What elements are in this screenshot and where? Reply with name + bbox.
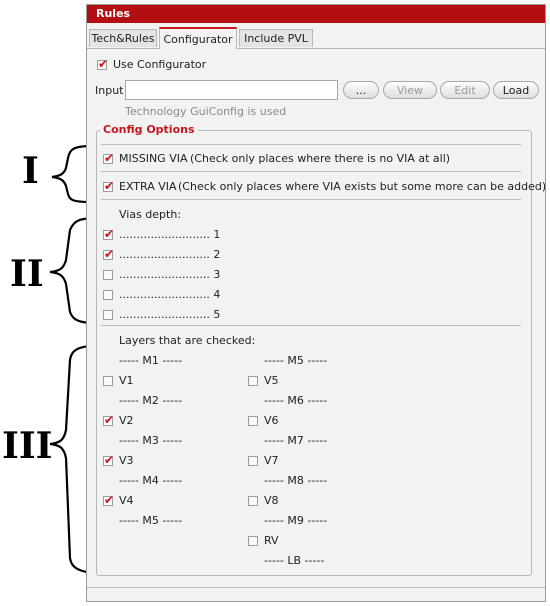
layer-header-m4: ----- M4 ----- — [119, 474, 183, 487]
layer-v8-checkbox[interactable] — [248, 496, 258, 506]
rules-window — [86, 4, 546, 602]
layer-header-m3: ----- M3 ----- — [119, 434, 183, 447]
layer-v1-label: V1 — [119, 374, 134, 387]
use-configurator-label: Use Configurator — [113, 58, 207, 71]
config-options-group — [96, 130, 532, 576]
layer-header-m1: ----- M1 ----- — [119, 354, 183, 367]
layer-v5-checkbox[interactable] — [248, 376, 258, 386]
layer-header-m5-left: ----- M5 ----- — [119, 514, 183, 527]
annotation-numeral-i: I — [22, 150, 39, 192]
vias-depth-3-label: .......................... 3 — [119, 268, 221, 281]
vias-depth-5-label: .......................... 5 — [119, 308, 221, 321]
layer-header-m2: ----- M2 ----- — [119, 394, 183, 407]
layer-v5-label: V5 — [264, 374, 279, 387]
layer-v4-checkbox[interactable] — [103, 496, 113, 506]
vias-depth-3-checkbox[interactable] — [103, 270, 113, 280]
layer-header-m5: ----- M5 ----- — [264, 354, 328, 367]
layer-header-m9: ----- M9 ----- — [264, 514, 328, 527]
vias-depth-2-label: .......................... 2 — [119, 248, 221, 261]
layer-header-m7: ----- M7 ----- — [264, 434, 328, 447]
layer-v6-label: V6 — [264, 414, 279, 427]
tab-configurator[interactable]: Configurator — [159, 27, 237, 49]
layer-v7-label: V7 — [264, 454, 279, 467]
missing-via-hint: (Check only places where there is no VIA at all) — [190, 152, 451, 165]
window-bottom-divider — [87, 587, 545, 588]
tab-tech-rules[interactable]: Tech&Rules — [89, 29, 157, 47]
vias-depth-1-label: .......................... 1 — [119, 228, 221, 241]
divider — [101, 325, 521, 326]
guiconfig-note: Technology GuiConfig is used — [125, 105, 287, 118]
window-title: Rules — [87, 5, 545, 23]
vias-depth-4-checkbox[interactable] — [103, 290, 113, 300]
view-button[interactable]: View — [383, 81, 437, 99]
extra-via-hint: (Check only places where VIA exists but some more can be added) — [178, 180, 547, 193]
load-button[interactable]: Load — [493, 81, 539, 99]
layer-v7-checkbox[interactable] — [248, 456, 258, 466]
edit-button[interactable]: Edit — [440, 81, 490, 99]
annotation-numeral-ii: II — [10, 253, 44, 295]
layer-v2-label: V2 — [119, 414, 134, 427]
missing-via-checkbox[interactable] — [103, 154, 113, 164]
input-label: Input — [95, 84, 124, 97]
layer-v6-checkbox[interactable] — [248, 416, 258, 426]
tab-bar — [87, 27, 545, 49]
browse-button[interactable]: ... — [343, 81, 379, 99]
extra-via-label: EXTRA VIA — [119, 180, 177, 193]
divider — [101, 144, 521, 145]
divider — [101, 199, 521, 200]
layer-rv-label: RV — [264, 534, 279, 547]
vias-depth-1-checkbox[interactable] — [103, 230, 113, 240]
divider — [101, 171, 521, 172]
vias-depth-label: Vias depth: — [119, 208, 182, 221]
layer-header-lb: ----- LB ----- — [264, 554, 325, 567]
layers-label: Layers that are checked: — [119, 334, 256, 347]
extra-via-checkbox[interactable] — [103, 182, 113, 192]
layer-v1-checkbox[interactable] — [103, 376, 113, 386]
layer-v4-label: V4 — [119, 494, 134, 507]
annotation-numeral-iii: III — [2, 425, 53, 467]
vias-depth-2-checkbox[interactable] — [103, 250, 113, 260]
use-configurator-checkbox[interactable] — [97, 60, 107, 70]
layer-v3-checkbox[interactable] — [103, 456, 113, 466]
missing-via-label: MISSING VIA — [119, 152, 188, 165]
layer-rv-checkbox[interactable] — [248, 536, 258, 546]
vias-depth-5-checkbox[interactable] — [103, 310, 113, 320]
layer-v3-label: V3 — [119, 454, 134, 467]
config-options-title: Config Options — [100, 123, 198, 136]
vias-depth-4-label: .......................... 4 — [119, 288, 221, 301]
layer-header-m8: ----- M8 ----- — [264, 474, 328, 487]
layer-header-m6: ----- M6 ----- — [264, 394, 328, 407]
input-field[interactable] — [125, 80, 338, 100]
layer-v2-checkbox[interactable] — [103, 416, 113, 426]
layer-v8-label: V8 — [264, 494, 279, 507]
tab-include-pvl[interactable]: Include PVL — [239, 29, 313, 47]
